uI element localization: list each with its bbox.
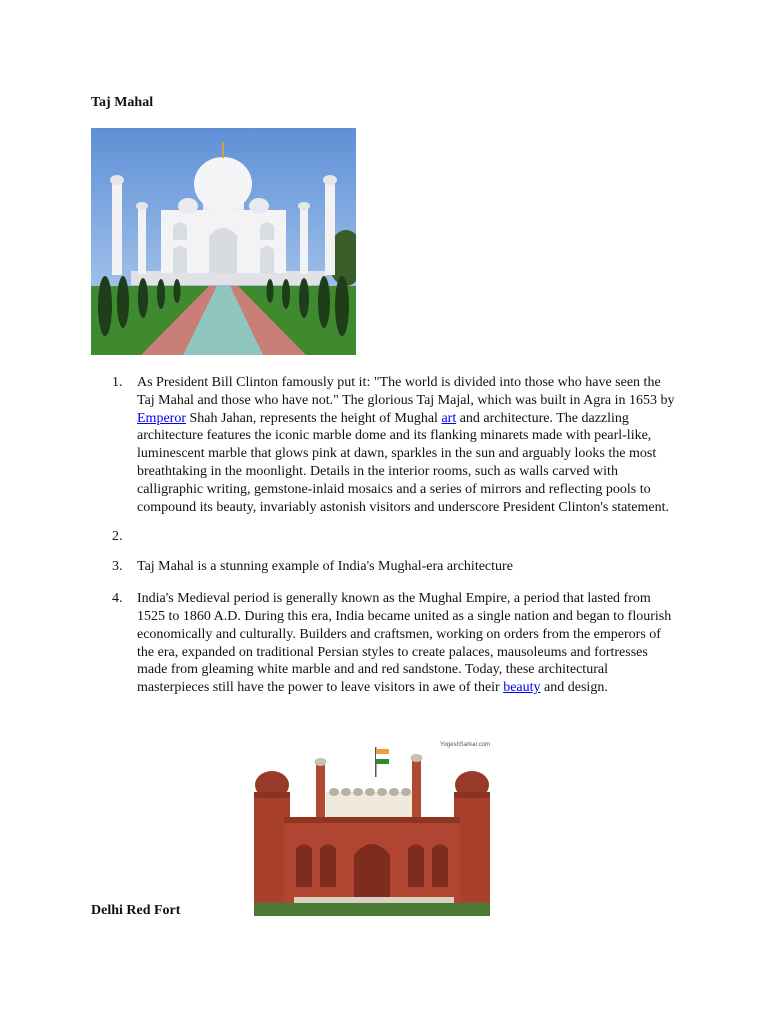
list-item-text: Taj Mahal is a stunning example of India's Mughal-era architecture [137,559,513,575]
delhi-red-fort-heading: Delhi Red Fort [91,903,181,918]
text-segment: and architecture. The dazzling architecture features the iconic marble dome and its flanking minarets made with pearl-like, luminescent marble that glows pink at dawn, sparkles in the sun and arguably looks the most breathtaking in the moonlight. Details in the interior rooms, such as walls carved with calligraphic writing, gemstone-inlaid mosaics and a series of mirrors and reflecting pools to compound its beauty, invariably astonish visitors and underscore President Clinton's statement. [137,410,669,515]
beauty-link[interactable]: beauty [503,680,541,696]
text-segment: and design. [540,680,608,696]
numbered-list [91,374,691,709]
taj-mahal-heading: Taj Mahal [91,95,154,110]
list-number: 4. [112,591,123,607]
list-number: 2. [112,529,123,545]
taj-mahal-photo [91,128,356,355]
text-segment: Shah Jahan, represents the height of Mughal [185,410,442,426]
list-item-2 [91,528,691,546]
list-item-4 [91,590,691,697]
text-segment: As President Bill Clinton famously put it: "The world is divided into those who have seen the Taj Mahal and those who have not." The glorious Taj Majal, which was built in Agra in 1653 by [137,375,675,408]
emperor-link[interactable]: Emperor [137,410,186,426]
list-number: 1. [112,375,123,390]
list-item-1 [91,374,691,516]
fort-watermark: YogeshSarkar.com [440,742,490,748]
red-fort-photo [254,737,490,916]
red-fort-illustration [254,737,490,916]
list-number: 3. [112,559,123,575]
taj-mahal-illustration [91,128,356,355]
list-item-text [137,374,677,516]
list-item-3 [91,558,691,576]
art-link[interactable]: art [441,410,457,426]
text-segment: India's Medieval period is generally known as the Mughal Empire, a period that lasted from 1525 to 1860 A.D. During this era, India became united as a single nation and began to flourish economically and culturally. Builders and craftsmen, working on orders from the emperors of the era, expanded on traditional Persian styles to create palaces, mausoleums and fortresses made from gleaming white marble and and red sandstone. Today, these architectural masterpieces still have the power to leave visitors in awe of their [137,591,672,696]
list-item-text [137,590,677,697]
